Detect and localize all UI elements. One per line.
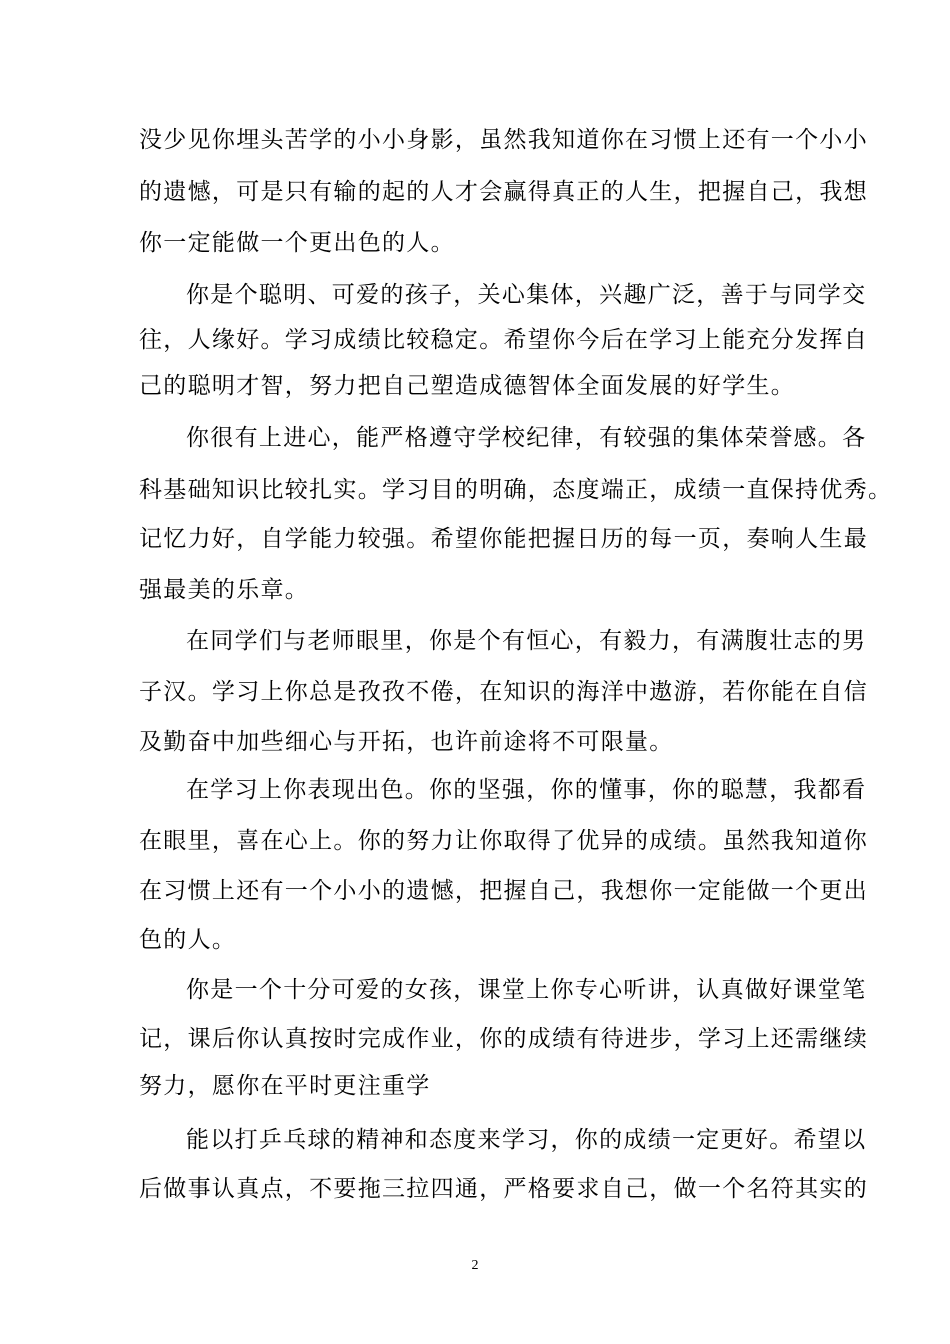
paragraph-line: 记，课后你认真按时完成作业，你的成绩有待进步，学习上还需继续 <box>139 1026 868 1052</box>
page-number: 2 <box>471 1258 479 1273</box>
paragraph-line: 你很有上进心，能严格遵守学校纪律，有较强的集体荣誉感。各 <box>186 425 867 451</box>
paragraph-line: 在眼里，喜在心上。你的努力让你取得了优异的成绩。虽然我知道你 <box>139 828 868 854</box>
paragraph-line: 在习惯上还有一个小小的遗憾，把握自己，我想你一定能做一个更出 <box>139 878 868 904</box>
paragraph-line: 的遗憾，可是只有输的起的人才会赢得真正的人生，把握自己，我想 <box>139 179 868 205</box>
paragraph-line: 你是一个十分可爱的女孩，课堂上你专心听讲，认真做好课堂笔 <box>186 977 867 1003</box>
paragraph-line: 科基础知识比较扎实。学习目的明确，态度端正，成绩一直保持优秀。 <box>139 477 893 503</box>
paragraph-line: 后做事认真点，不要拖三拉四通，严格要求自己，做一个名符其实的 <box>139 1176 868 1202</box>
paragraph-line: 努力，愿你在平时更注重学 <box>139 1073 431 1099</box>
paragraph-line: 在同学们与老师眼里，你是个有恒心，有毅力，有满腹壮志的男 <box>186 628 867 654</box>
paragraph-line: 记忆力好，自学能力较强。希望你能把握日历的每一页，奏响人生最 <box>139 526 868 552</box>
paragraph-line: 往，人缘好。学习成绩比较稳定。希望你今后在学习上能充分发挥自 <box>139 327 868 353</box>
paragraph-line: 你一定能做一个更出色的人。 <box>139 230 455 256</box>
paragraph-line: 强最美的乐章。 <box>139 577 310 603</box>
paragraph-line: 在学习上你表现出色。你的坚强，你的懂事，你的聪慧，我都看 <box>186 777 867 803</box>
paragraph-line: 没少见你埋头苦学的小小身影，虽然我知道你在习惯上还有一个小小 <box>139 127 868 153</box>
paragraph-line: 子汉。学习上你总是孜孜不倦，在知识的海洋中遨游，若你能在自信 <box>139 679 868 705</box>
paragraph-line: 及勤奋中加些细心与开拓，也许前途将不可限量。 <box>139 729 674 755</box>
paragraph-line: 己的聪明才智，努力把自己塑造成德智体全面发展的好学生。 <box>139 373 796 399</box>
paragraph-line: 能以打乒乓球的精神和态度来学习，你的成绩一定更好。希望以 <box>186 1127 867 1153</box>
paragraph-line: 你是个聪明、可爱的孩子，关心集体，兴趣广泛，善于与同学交 <box>186 282 867 308</box>
paragraph-line: 色的人。 <box>139 927 237 953</box>
